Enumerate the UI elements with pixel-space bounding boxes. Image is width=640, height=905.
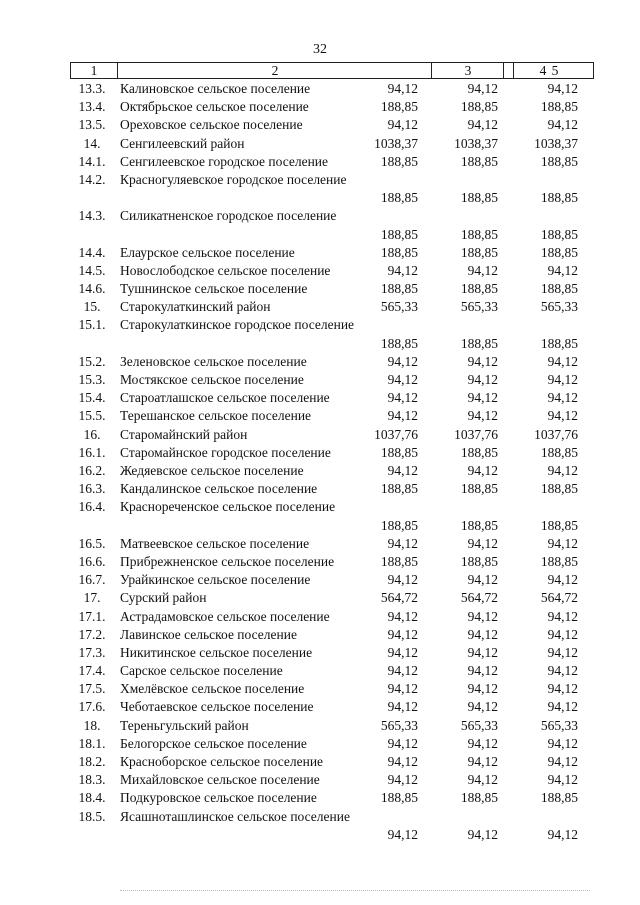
table-row xyxy=(0,680,640,698)
value-col-3: 188,85 xyxy=(380,517,418,533)
table-row xyxy=(0,207,640,243)
table-row xyxy=(0,462,640,480)
value-col-4: 565,33 xyxy=(460,717,498,733)
value-col-4: 94,12 xyxy=(467,681,498,697)
value-col-3: 1038,37 xyxy=(374,135,418,151)
settlement-name: Никитинское сельское поселение xyxy=(120,644,313,660)
row-number: 18.1. xyxy=(78,735,106,751)
value-col-4: 94,12 xyxy=(467,462,498,478)
value-col-4: 94,12 xyxy=(467,754,498,769)
value-col-4: 188,85 xyxy=(460,444,498,460)
value-col-5: 94,12 xyxy=(547,663,578,679)
table-row xyxy=(0,608,640,626)
settlement-name: Зеленовское сельское поселение xyxy=(120,353,307,369)
settlement-name: Тереньгульский район xyxy=(120,717,249,733)
table-row xyxy=(0,262,640,280)
settlement-name: Терешанское сельское поселение xyxy=(120,408,312,424)
settlement-name: Ореховское сельское поселение xyxy=(120,117,303,133)
value-col-5: 94,12 xyxy=(547,408,578,424)
table-row xyxy=(0,444,640,462)
value-col-5: 94,12 xyxy=(547,826,578,842)
value-col-3: 94,12 xyxy=(387,390,418,406)
value-col-4: 94,12 xyxy=(467,262,498,278)
value-col-4: 94,12 xyxy=(467,372,498,388)
settlement-name: Михайловское сельское поселение xyxy=(120,772,320,788)
table-row xyxy=(0,571,640,589)
value-col-4: 1038,37 xyxy=(454,135,498,151)
value-col-3: 94,12 xyxy=(387,353,418,369)
header-col-1: 1 xyxy=(90,63,98,78)
row-number: 14.3. xyxy=(78,208,106,224)
header-col-5: 5 xyxy=(513,63,596,78)
row-number: 17.5. xyxy=(78,681,106,697)
value-col-5: 94,12 xyxy=(547,608,578,624)
row-number: 13.5. xyxy=(78,117,106,133)
value-col-5: 1038,37 xyxy=(534,135,578,151)
settlement-name: Жедяевское сельское поселение xyxy=(120,462,304,478)
settlement-name: Краснореченское сельское поселение xyxy=(120,499,336,515)
value-col-3: 188,85 xyxy=(380,790,418,806)
value-col-3: 188,85 xyxy=(380,281,418,297)
value-col-5: 188,85 xyxy=(540,153,578,169)
value-col-5: 565,33 xyxy=(540,717,578,733)
value-col-3: 94,12 xyxy=(387,772,418,788)
row-number: 15.3. xyxy=(78,372,106,388)
value-col-4: 94,12 xyxy=(467,663,498,679)
row-number: 15.2. xyxy=(78,353,106,369)
row-number: 18.4. xyxy=(78,790,106,806)
settlement-name: Сарское сельское поселение xyxy=(120,663,283,679)
settlement-name: Старомайнский район xyxy=(120,426,248,442)
row-number: 18.2. xyxy=(78,754,106,769)
value-col-4: 188,85 xyxy=(460,244,498,260)
value-col-5: 188,85 xyxy=(540,790,578,806)
settlement-name: Мостякское сельское поселение xyxy=(120,372,304,388)
value-col-5: 1037,76 xyxy=(534,426,578,442)
row-number: 16.1. xyxy=(78,444,106,460)
table-row xyxy=(0,589,640,607)
value-col-5: 564,72 xyxy=(540,590,578,606)
settlement-name: Тушнинское сельское поселение xyxy=(120,281,308,297)
value-col-3: 94,12 xyxy=(387,699,418,715)
table-header xyxy=(70,62,594,79)
table-row xyxy=(0,316,640,352)
table-row xyxy=(0,808,640,844)
value-col-4: 94,12 xyxy=(467,572,498,588)
row-number: 16.4. xyxy=(78,499,106,515)
value-col-5: 94,12 xyxy=(547,262,578,278)
settlement-name: Староатлашское сельское поселение xyxy=(120,390,330,406)
value-col-3: 94,12 xyxy=(387,572,418,588)
scan-artifact xyxy=(120,890,590,893)
row-number: 17. xyxy=(83,590,101,606)
row-number: 18. xyxy=(83,717,101,733)
table-row xyxy=(0,771,640,789)
value-col-5: 94,12 xyxy=(547,644,578,660)
value-col-3: 188,85 xyxy=(380,553,418,569)
value-col-4: 1037,76 xyxy=(454,426,498,442)
settlement-name: Новослободское сельское поселение xyxy=(120,262,331,278)
settlement-name: Старокулаткинское городское поселение xyxy=(120,317,355,333)
value-col-4: 94,12 xyxy=(467,735,498,751)
value-col-3: 94,12 xyxy=(387,644,418,660)
value-col-4: 188,85 xyxy=(460,281,498,297)
row-number: 16.6. xyxy=(78,553,106,569)
header-col-3: 3 xyxy=(431,63,504,78)
value-col-5: 188,85 xyxy=(540,226,578,242)
value-col-3: 564,72 xyxy=(380,590,418,606)
row-number: 15.1. xyxy=(78,317,106,333)
table-row xyxy=(0,389,640,407)
settlement-name: Кандалинское сельское поселение xyxy=(120,481,318,497)
value-col-3: 94,12 xyxy=(387,826,418,842)
value-col-5: 188,85 xyxy=(540,517,578,533)
table-row xyxy=(0,407,640,425)
settlement-name: Красногуляевское городское поселение xyxy=(120,171,347,187)
row-number: 17.4. xyxy=(78,663,106,679)
value-col-4: 188,85 xyxy=(460,335,498,351)
value-col-4: 188,85 xyxy=(460,517,498,533)
table-row xyxy=(0,717,640,735)
value-col-3: 94,12 xyxy=(387,535,418,551)
value-col-4: 564,72 xyxy=(460,590,498,606)
value-col-5: 94,12 xyxy=(547,353,578,369)
value-col-3: 188,85 xyxy=(380,335,418,351)
settlement-name: Калиновское сельское поселение xyxy=(120,81,311,96)
table-row xyxy=(0,626,640,644)
table-row xyxy=(0,298,640,316)
row-number: 18.5. xyxy=(78,808,106,824)
row-number: 16.5. xyxy=(78,535,106,551)
value-col-5: 94,12 xyxy=(547,462,578,478)
value-col-5: 188,85 xyxy=(540,99,578,115)
header-col-4: 4 xyxy=(503,63,582,78)
settlement-name: Сенгилеевское городское поселение xyxy=(120,153,329,169)
row-number: 16. xyxy=(83,426,101,442)
row-number: 17.2. xyxy=(78,626,106,642)
settlement-name: Красноборское сельское поселение xyxy=(120,754,324,769)
value-col-4: 94,12 xyxy=(467,408,498,424)
value-col-3: 94,12 xyxy=(387,681,418,697)
table-row xyxy=(0,662,640,680)
table-row xyxy=(0,244,640,262)
settlement-name: Астрадамовское сельское поселение xyxy=(120,608,330,624)
settlement-name: Октябрьское сельское поселение xyxy=(120,99,309,115)
value-col-3: 94,12 xyxy=(387,372,418,388)
value-col-5: 94,12 xyxy=(547,699,578,715)
value-col-5: 188,85 xyxy=(540,553,578,569)
table-row xyxy=(0,371,640,389)
row-number: 13.4. xyxy=(78,99,106,115)
value-col-5: 188,85 xyxy=(540,444,578,460)
value-col-4: 188,85 xyxy=(460,226,498,242)
value-col-5: 565,33 xyxy=(540,299,578,315)
value-col-3: 94,12 xyxy=(387,408,418,424)
value-col-3: 94,12 xyxy=(387,626,418,642)
table-row xyxy=(0,116,640,134)
row-number: 14.2. xyxy=(78,171,106,187)
value-col-5: 94,12 xyxy=(547,117,578,133)
settlement-name: Чеботаевское сельское поселение xyxy=(120,699,314,715)
table-row xyxy=(0,553,640,571)
value-col-4: 188,85 xyxy=(460,99,498,115)
table-row xyxy=(0,80,640,98)
table-row xyxy=(0,644,640,662)
table-row xyxy=(0,480,640,498)
table-row xyxy=(0,153,640,171)
table-row xyxy=(0,735,640,753)
value-col-4: 94,12 xyxy=(467,535,498,551)
value-col-4: 94,12 xyxy=(467,644,498,660)
value-col-3: 565,33 xyxy=(380,299,418,315)
value-col-4: 94,12 xyxy=(467,353,498,369)
settlement-name: Силикатненское городское поселение xyxy=(120,208,337,224)
row-number: 14. xyxy=(83,135,101,151)
row-number: 16.3. xyxy=(78,481,106,497)
value-col-3: 188,85 xyxy=(380,99,418,115)
value-col-5: 188,85 xyxy=(540,190,578,206)
value-col-4: 565,33 xyxy=(460,299,498,315)
value-col-3: 188,85 xyxy=(380,244,418,260)
value-col-3: 94,12 xyxy=(387,754,418,769)
table-row xyxy=(0,535,640,553)
settlement-name: Сурский район xyxy=(120,590,207,606)
page-number: 32 xyxy=(313,42,327,57)
value-col-3: 565,33 xyxy=(380,717,418,733)
value-col-3: 188,85 xyxy=(380,190,418,206)
value-col-5: 94,12 xyxy=(547,390,578,406)
value-col-3: 94,12 xyxy=(387,608,418,624)
row-number: 15.5. xyxy=(78,408,106,424)
row-number: 15. xyxy=(83,299,101,315)
row-number: 17.3. xyxy=(78,644,106,660)
value-col-5: 94,12 xyxy=(547,754,578,769)
value-col-4: 94,12 xyxy=(467,117,498,133)
value-col-4: 94,12 xyxy=(467,81,498,96)
value-col-5: 94,12 xyxy=(547,681,578,697)
table-row xyxy=(0,789,640,807)
value-col-4: 94,12 xyxy=(467,772,498,788)
table-row xyxy=(0,353,640,371)
value-col-5: 188,85 xyxy=(540,335,578,351)
value-col-3: 188,85 xyxy=(380,481,418,497)
value-col-3: 94,12 xyxy=(387,81,418,96)
value-col-4: 94,12 xyxy=(467,626,498,642)
settlement-name: Ясашноташлинское сельское поселение xyxy=(120,808,350,824)
value-col-4: 94,12 xyxy=(467,390,498,406)
table-row xyxy=(0,135,640,153)
settlement-name: Подкуровское сельское поселение xyxy=(120,790,317,806)
value-col-3: 1037,76 xyxy=(374,426,418,442)
value-col-3: 94,12 xyxy=(387,462,418,478)
settlement-name: Матвеевское сельское поселение xyxy=(120,535,310,551)
value-col-5: 188,85 xyxy=(540,281,578,297)
value-col-5: 94,12 xyxy=(547,372,578,388)
value-col-3: 188,85 xyxy=(380,226,418,242)
table-row xyxy=(0,426,640,444)
value-col-5: 94,12 xyxy=(547,772,578,788)
value-col-5: 94,12 xyxy=(547,626,578,642)
row-number: 18.3. xyxy=(78,772,106,788)
value-col-5: 94,12 xyxy=(547,572,578,588)
value-col-4: 188,85 xyxy=(460,553,498,569)
table-row xyxy=(0,171,640,207)
settlement-name: Старокулаткинский район xyxy=(120,299,271,315)
row-number: 15.4. xyxy=(78,390,106,406)
value-col-4: 188,85 xyxy=(460,481,498,497)
row-number: 13.3. xyxy=(78,81,106,96)
value-col-4: 188,85 xyxy=(460,153,498,169)
table-row xyxy=(0,280,640,298)
value-col-5: 188,85 xyxy=(540,244,578,260)
settlement-name: Старомайнское городское поселение xyxy=(120,444,331,460)
settlement-name: Урайкинское сельское поселение xyxy=(120,572,311,588)
value-col-3: 94,12 xyxy=(387,262,418,278)
table-row xyxy=(0,698,640,716)
row-number: 16.7. xyxy=(78,572,106,588)
row-number: 14.4. xyxy=(78,244,106,260)
row-number: 16.2. xyxy=(78,462,106,478)
table-row xyxy=(0,98,640,116)
value-col-4: 94,12 xyxy=(467,608,498,624)
settlement-name: Лавинское сельское поселение xyxy=(120,626,297,642)
value-col-3: 188,85 xyxy=(380,153,418,169)
settlement-name: Сенгилеевский район xyxy=(120,135,245,151)
row-number: 14.6. xyxy=(78,281,106,297)
settlement-name: Белогорское сельское поселение xyxy=(120,735,307,751)
row-number: 17.6. xyxy=(78,699,106,715)
value-col-5: 94,12 xyxy=(547,735,578,751)
table-row xyxy=(0,498,640,534)
value-col-4: 188,85 xyxy=(460,190,498,206)
row-number: 14.5. xyxy=(78,262,106,278)
header-col-2: 2 xyxy=(117,63,432,78)
settlement-name: Елаурское сельское поселение xyxy=(120,244,295,260)
value-col-4: 94,12 xyxy=(467,826,498,842)
value-col-3: 94,12 xyxy=(387,663,418,679)
value-col-3: 94,12 xyxy=(387,117,418,133)
settlement-name: Хмелёвское сельское поселение xyxy=(120,681,305,697)
table-body xyxy=(0,80,640,844)
table-row xyxy=(0,753,640,771)
value-col-4: 188,85 xyxy=(460,790,498,806)
value-col-3: 188,85 xyxy=(380,444,418,460)
settlement-name: Прибрежненское сельское поселение xyxy=(120,553,335,569)
row-number: 17.1. xyxy=(78,608,106,624)
row-number: 14.1. xyxy=(78,153,106,169)
value-col-5: 94,12 xyxy=(547,81,578,96)
value-col-5: 188,85 xyxy=(540,481,578,497)
value-col-4: 94,12 xyxy=(467,699,498,715)
value-col-5: 94,12 xyxy=(547,535,578,551)
value-col-3: 94,12 xyxy=(387,735,418,751)
